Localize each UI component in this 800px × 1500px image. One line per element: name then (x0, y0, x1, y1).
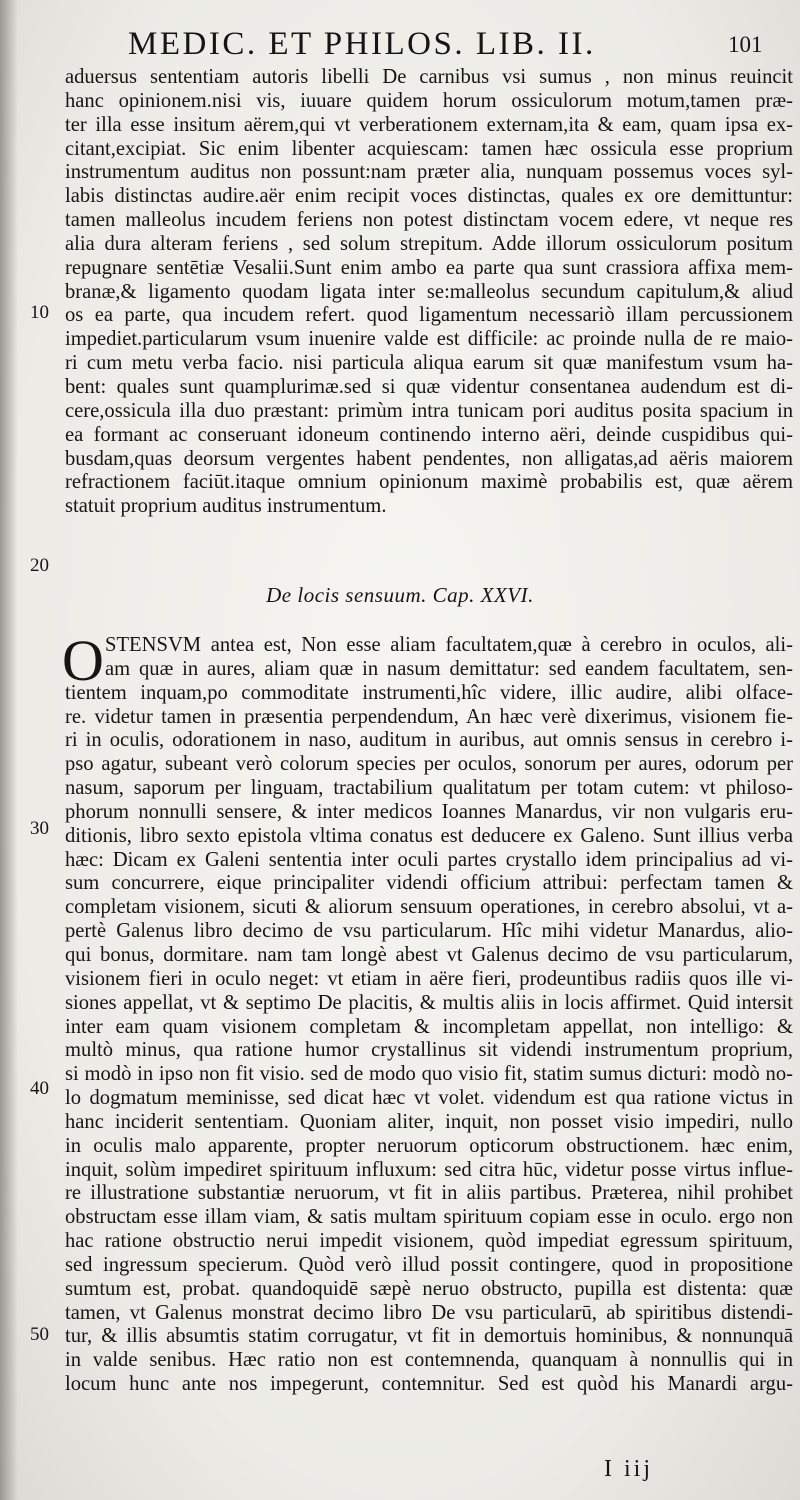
text-block-2 (65, 634, 793, 1397)
text-line: ditionis, libro sexto epistola vltima conatus est deducere ex Galeno. Sunt illius verba (65, 824, 793, 847)
line-number-10: 10 (30, 302, 49, 323)
chapter-heading: De locis sensuum. Cap. XXVI. (266, 583, 534, 607)
text-line: hanc inciderit sententiam. Quoniam aliter, inquit, non posset visio impediri, nullo (65, 1110, 793, 1133)
text-line: aduersus sententiam autoris libelli De carnibus vsi sumus , non minus reuincit (65, 66, 793, 88)
text-line: re. videtur tamen in præsentia perpendendum, An hæc verè dixerimus, visionem fie- (65, 705, 793, 728)
text-line: busdam,quas deorsum vergentes habent pendentes, non alligatas,ad aëris maiorem (65, 447, 793, 470)
text-line: visionem fieri in oculo neget: vt etiam in aëre fieri, prodeuntibus radiis quos ille vi- (65, 967, 793, 990)
signature-mark: I iij (604, 1456, 653, 1482)
text-line: repugnare sentētiæ Vesalii.Sunt enim ambo ea parte qua sunt crassiora affixa mem- (65, 256, 793, 279)
text-line: phorum nonnulli sensere, & inter medicos Ioannes Manardus, vir non vulgaris eru- (65, 800, 793, 823)
page-number: 101 (728, 32, 763, 57)
drop-cap: O (62, 628, 104, 693)
text-line: in valde senibus. Hæc ratio non est contemnenda, quanquam à nonnullis qui in (65, 1349, 793, 1372)
text-line: si modò in ipso non fit visio. sed de modo quo visio fit, statim sumus dicturi: modò no- (65, 1063, 793, 1086)
text-line: ea formant ac conseruant idoneum continendo interno aëri, deinde cuspidibus qui- (65, 423, 793, 446)
line-number-50: 50 (30, 1324, 49, 1345)
text-line: multò minus, qua ratione humor crystallinus sit videndi instrumentum proprium, (65, 1039, 793, 1062)
text-line: obstructam esse illam viam, & satis multam spirituum copiam esse in oculo. ergo non (65, 1206, 793, 1229)
text-line: inquit, solùm impediret spirituum influxum: sed citra hūc, videtur posse virtus influe- (65, 1158, 793, 1181)
text-line: sum concurrere, eique principaliter videndi officium attribui: perfectam tamen & (65, 872, 793, 895)
text-line: completam visionem, sicuti & aliorum sensuum operationes, in cerebro absolui, vt a- (65, 896, 793, 919)
line-number-20: 20 (30, 555, 49, 576)
text-line: labis distinctas audire.aër enim recipit voces distinctas, quales ex ore demittuntur: (65, 185, 793, 208)
text-line: tamen, vt Galenus monstrat decimo libro De vsu particularū, ab spiritibus distendi- (65, 1301, 793, 1324)
running-head: MEDIC. ET PHILOS. LIB. II. (128, 26, 596, 62)
text-line: STENSVM antea est, Non esse aliam facultatem,quæ à cerebro in oculos, ali- (105, 634, 793, 656)
text-line: in oculis malo apparente, propter neruorum opticorum obstructionem. hæc enim, (65, 1134, 793, 1157)
text-line: hac ratione obstructio nerui impedit visionem, quòd impediat egressum spirituum, (65, 1230, 793, 1253)
text-line: pso agatur, subeant verò colorum species per oculos, sonorum per aures, odorum per (65, 753, 793, 776)
text-line: pertè Galenus libro decimo de vsu particularum. Hîc mihi videtur Manardus, alio- (65, 920, 793, 943)
text-line: statuit proprium auditus instrumentum. (65, 495, 387, 518)
text-line: sumtum est, probat. quandoquidē sæpè neruo obstructo, pupilla est distenta: quæ (65, 1277, 793, 1300)
text-line: hæc: Dicam ex Galeni sententia inter oculi partes crystallo idem principalius ad vi- (65, 848, 793, 871)
line-number-40: 40 (30, 1078, 49, 1099)
text-line: qui bonus, dormitare. nam tam longè abest vt Galenus decimo de vsu particularum, (65, 943, 793, 966)
text-line: bent: quales sunt quamplurimæ.sed si quæ videntur consentanea audendum est di- (65, 375, 793, 398)
text-line: lo dogmatum meminisse, sed dicat hæc vt volet. videndum est qua ratione victus in (65, 1087, 793, 1110)
text-line: locum hunc ante nos impegerunt, contemnitur. Sed est quòd his Manardi argu- (65, 1373, 793, 1396)
text-block-1 (65, 66, 793, 519)
text-line: nasum, saporum per linguam, tractabilium qualitatum per totam cutem: vt philoso- (65, 777, 793, 800)
text-line: am quæ in aures, aliam quæ in nasum demittatur: sed eandem facultatem, sen- (105, 657, 793, 680)
line-number-30: 30 (30, 818, 49, 839)
text-line: cere,ossicula illa duo præstant: primùm intra tunicam pori auditus posita spacium in (65, 399, 793, 422)
text-line: re illustratione substantiæ neruorum, vt fit in aliis partibus. Præterea, nihil prohibet (65, 1182, 793, 1205)
text-line: inter eam quam visionem completam & incompletam appellat, non intelligo: & (65, 1015, 793, 1038)
text-line: siones appellat, vt & septimo De placitis, & multis aliis in locis affirmet. Quid intersit (65, 991, 793, 1014)
text-line: ri cum metu verba facio. nisi particula aliqua earum sit quæ manifestum vsum ha- (65, 352, 793, 375)
text-line: tamen malleolus incudem feriens non potest distinctam vocem edere, vt neque res (65, 209, 793, 232)
text-line: tur, & illis absumtis statim corrugatur, vt fit in demortuis hominibus, & nonnunquā (65, 1325, 793, 1348)
text-line: impediet.particularum vsum inuenire valde est difficile: ac proinde nulla de re maio- (65, 328, 793, 351)
text-line: ter illa esse insitum aërem,qui vt verberationem externam,ita & eam, quam ipsa ex- (65, 113, 793, 136)
text-line: ri in oculis, odorationem in naso, auditum in auribus, aut omnis sensus in cerebro i- (65, 729, 793, 752)
text-line: sed ingressum specierum. Quòd verò illud possit contingere, quod in propositione (65, 1253, 793, 1276)
text-line: hanc opinionem.nisi vis, iuuare quidem horum ossiculorum motum,tamen præ- (65, 89, 793, 112)
text-line: alia dura alteram feriens , sed solum strepitum. Adde illorum ossiculorum positum (65, 232, 793, 255)
text-line: os ea parte, qua incudem refert. quod ligamentum necessariò illam percussionem (65, 304, 793, 327)
text-line: instrumentum auditus non possunt:nam præter alia, nunquam possemus voces syl- (65, 161, 793, 184)
text-line: citant,excipiat. Sic enim libenter acquiescam: tamen hæc ossicula esse proprium (65, 137, 793, 160)
text-line: tientem inquam,po commoditate instrumenti,hîc videre, illic audire, alibi olface- (65, 681, 793, 704)
text-line: branæ,& ligamento quodam ligata inter se:malleolus secundum capitulum,& aliud (65, 280, 793, 303)
text-line: refractionem faciūt.itaque omnium opinionum maximè probabilis est, quæ aërem (65, 471, 793, 494)
